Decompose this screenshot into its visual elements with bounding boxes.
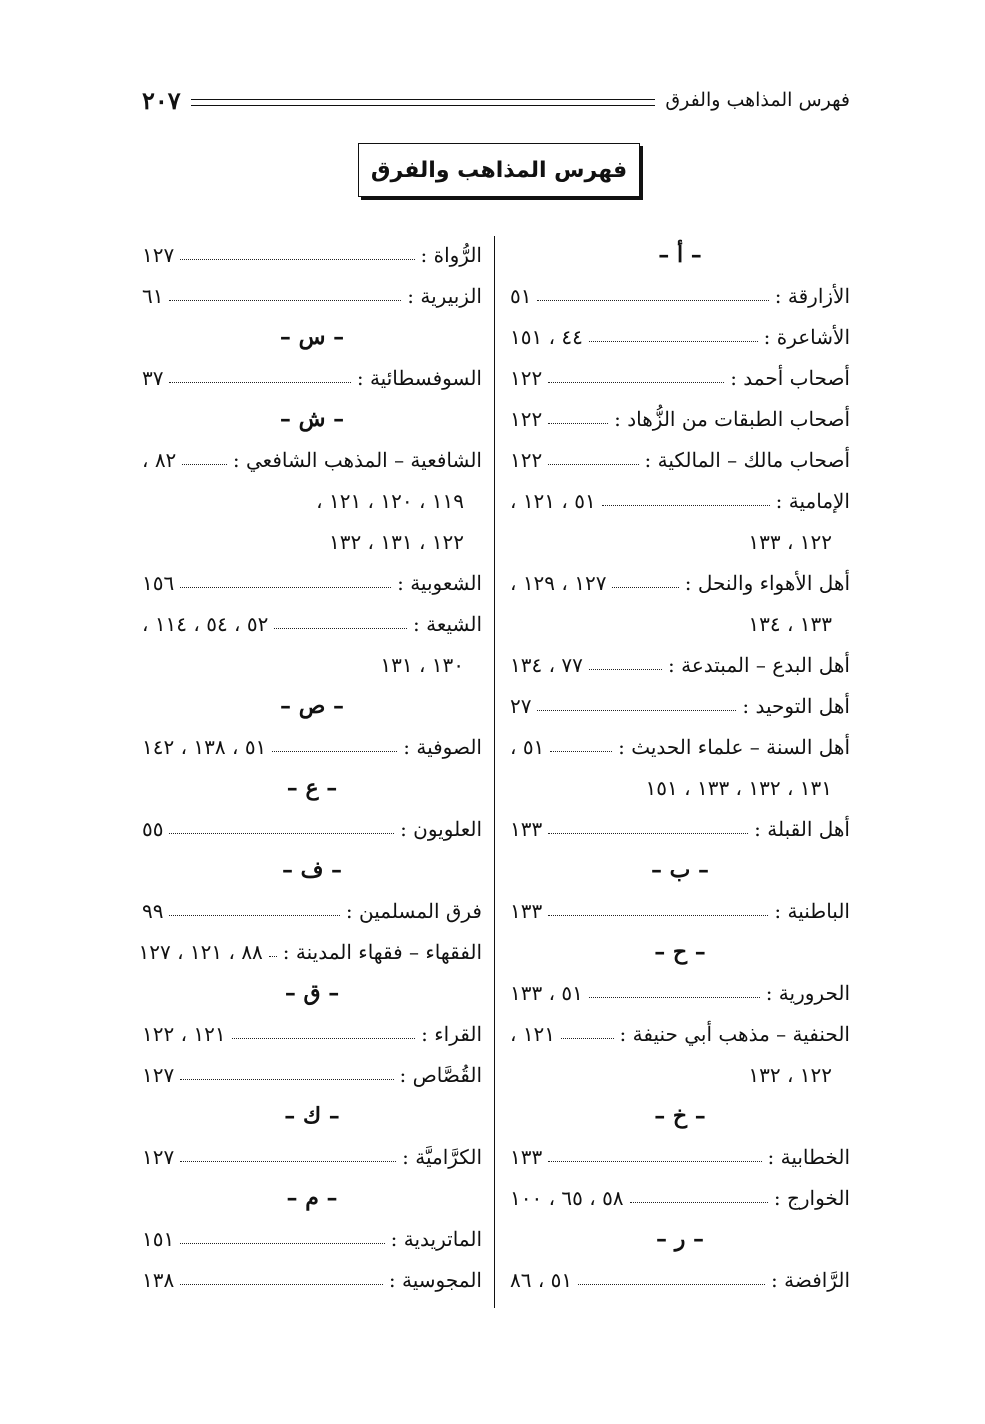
entry-continuation: ١٣١ ، ١٣٢ ، ١٣٣ ، ١٥١ (645, 775, 832, 800)
entry-term: العلويون : (400, 816, 482, 841)
entry-term: الخطابية : (767, 1144, 850, 1169)
entry-term: الرُّواة : (420, 242, 482, 267)
index-entry (510, 972, 850, 1013)
entry-continuation: ١٣٣ ، ١٣٤ (748, 611, 832, 636)
dot-leader (537, 300, 768, 301)
entry-pages: ٥١ ، (510, 734, 545, 759)
entry-continuation: ١٣٠ ، ١٣١ (380, 652, 464, 677)
entry-pages: ١٢٢ (510, 365, 543, 390)
dot-leader (602, 505, 770, 506)
index-entry (510, 316, 850, 357)
entry-term: الأشاعرة : (763, 324, 850, 349)
entry-term: أهل السنة – علماء الحديث : (618, 734, 850, 759)
entry-pages: ١٢٢ (510, 406, 543, 431)
entry-term: الحنفية – مذهب أبي حنيفة : (619, 1021, 850, 1046)
dot-leader (169, 382, 350, 383)
letter-heading: – أ – (658, 241, 702, 268)
index-title-box (358, 143, 640, 197)
index-entry (142, 1259, 482, 1300)
entry-term: أهل القبلة : (754, 816, 850, 841)
dot-leader (180, 1243, 384, 1244)
entry-term: أهل البدع – المبتدعة : (668, 652, 850, 677)
entry-pages: ١٢٧ (142, 1144, 175, 1169)
dot-leader (180, 587, 391, 588)
entry-pages: ٨٢ ، (142, 447, 177, 472)
dot-leader (180, 1284, 383, 1285)
entry-term: السوفسطائية : (356, 365, 482, 390)
dot-leader (548, 382, 724, 383)
entry-pages: ١٣٣ (510, 898, 543, 923)
entry-term: أصحاب مالك – المالكية : (644, 447, 850, 472)
entry-pages: ٨٨ ، ١٢١ ، ١٢٧ (138, 939, 263, 964)
index-entry (510, 275, 850, 316)
dot-leader (537, 710, 736, 711)
index-entry (510, 357, 850, 398)
entry-continuation: ١٢٢ ، ١٣٢ (748, 1062, 832, 1087)
letter-heading: – خ – (654, 1102, 706, 1129)
letter-heading: – ر – (656, 1225, 704, 1252)
index-entry (510, 726, 850, 767)
index-entry (510, 439, 850, 480)
entry-term: الماتريدية : (390, 1226, 482, 1251)
entry-term: الكرَّاميَّة : (402, 1144, 482, 1169)
index-entry (510, 1136, 850, 1177)
index-entry (142, 890, 482, 931)
index-entry (142, 603, 482, 644)
entry-pages: ١٥١ (142, 1226, 175, 1251)
dot-leader (548, 833, 748, 834)
entry-pages: ٦١ (142, 283, 164, 308)
index-title: فهرس المذاهب والفرق (370, 157, 628, 183)
entry-term: الأزارقة : (774, 283, 850, 308)
dot-leader (548, 915, 768, 916)
dot-leader (589, 341, 758, 342)
entry-pages: ٥١ ، ١٢١ ، (510, 488, 596, 513)
dot-leader (561, 1038, 613, 1039)
dot-leader (548, 423, 608, 424)
entry-pages: ٥٥ (142, 816, 164, 841)
dot-leader (269, 956, 277, 957)
entry-pages: ٥١ ، ١٣٨ ، ١٤٢ (142, 734, 267, 759)
entry-pages: ١٢١ ، (510, 1021, 556, 1046)
letter-heading: – ع – (286, 774, 338, 801)
entry-pages: ١٣٣ (510, 1144, 543, 1169)
index-entry (510, 890, 850, 931)
entry-pages: ٣٧ (142, 365, 164, 390)
index-entry (510, 480, 850, 521)
column-divider (494, 236, 495, 1308)
index-entry (142, 357, 482, 398)
entry-term: الحرورية : (765, 980, 850, 1005)
dot-leader (169, 300, 401, 301)
index-entry (510, 644, 850, 685)
entry-term: الفقهاء – فقهاء المدينة : (282, 939, 482, 964)
entry-pages: ١٢٢ (510, 447, 543, 472)
entry-pages: ١٢٧ ، ١٢٩ ، (510, 570, 607, 595)
letter-heading: – ح – (654, 938, 706, 965)
index-entry (510, 398, 850, 439)
entry-pages: ١٢٧ (142, 1062, 175, 1087)
dot-leader (589, 997, 760, 998)
running-title: فهرس المذاهب والفرق (665, 89, 850, 111)
dot-leader (274, 628, 407, 629)
letter-heading: – س – (279, 323, 345, 350)
page-header (142, 84, 850, 116)
entry-pages: ٧٧ ، ١٣٤ (510, 652, 583, 677)
dot-leader (232, 1038, 416, 1039)
entry-term: أهل الأهواء والنحل : (684, 570, 850, 595)
index-entry (510, 685, 850, 726)
entry-term: الصوفية : (403, 734, 482, 759)
index-entry (142, 234, 482, 275)
index-entry (510, 808, 850, 849)
index-entry (142, 562, 482, 603)
index-entry (510, 1259, 850, 1300)
index-entry (142, 808, 482, 849)
dot-leader (589, 669, 662, 670)
entry-pages: ٤٤ ، ١٥١ (510, 324, 583, 349)
entry-pages: ١٢٧ (142, 242, 175, 267)
entry-term: القراء : (421, 1021, 482, 1046)
dot-leader (612, 587, 678, 588)
dot-leader (169, 833, 394, 834)
dot-leader (180, 1079, 393, 1080)
entry-pages: ٥١ ، ٨٦ (510, 1267, 573, 1292)
dot-leader (578, 1284, 765, 1285)
entry-term: الخوارج : (773, 1185, 850, 1210)
entry-term: الرَّافضة : (771, 1267, 850, 1292)
entry-pages: ٥١ (510, 283, 532, 308)
entry-continuation: ١٢٢ ، ١٣٣ (748, 529, 832, 554)
letter-heading: – م – (286, 1184, 338, 1211)
entry-continuation: ١١٩ ، ١٢٠ ، ١٢١ ، (316, 488, 464, 513)
entry-term: أهل التوحيد : (742, 693, 850, 718)
dot-leader (182, 464, 227, 465)
entry-pages: ١٥٦ (142, 570, 175, 595)
index-entry (142, 1054, 482, 1095)
dot-leader (272, 751, 397, 752)
letter-heading: – ش – (279, 405, 345, 432)
entry-pages: ٩٩ (142, 898, 164, 923)
entry-term: الشافعية – المذهب الشافعي : (232, 447, 482, 472)
index-entry (142, 1136, 482, 1177)
entry-pages: ٥٢ ، ٥٤ ، ١١٤ ، (142, 611, 269, 636)
dot-leader (169, 915, 339, 916)
letter-heading: – ق – (284, 979, 340, 1006)
dot-leader (630, 1202, 768, 1203)
dot-leader (548, 1161, 761, 1162)
entry-term: أصحاب الطبقات من الزُّهاد : (614, 406, 850, 431)
left-column (138, 234, 482, 1300)
entry-pages: ١٢١ ، ١٢٢ (142, 1021, 226, 1046)
dot-leader (550, 751, 612, 752)
index-entry (510, 562, 850, 603)
dot-leader (548, 464, 638, 465)
entry-term: الإمامية : (775, 488, 850, 513)
page-number: ٢٠٧ (142, 85, 181, 115)
index-entry (142, 1218, 482, 1259)
entry-term: الشعوبية : (397, 570, 482, 595)
index-entry (138, 931, 482, 972)
index-entry (142, 1013, 482, 1054)
entry-pages: ٥١ ، ١٣٣ (510, 980, 583, 1005)
header-rule (191, 99, 656, 106)
index-entry (142, 275, 482, 316)
entry-term: الباطنية : (774, 898, 850, 923)
entry-term: الشيعة : (413, 611, 482, 636)
index-entry (142, 726, 482, 767)
entry-term: المجوسية : (388, 1267, 482, 1292)
letter-heading: – ص – (280, 692, 344, 719)
entry-pages: ١٣٣ (510, 816, 543, 841)
index-entry (510, 1177, 850, 1218)
index-entry (510, 1013, 850, 1054)
entry-continuation: ١٢٢ ، ١٣١ ، ١٣٢ (328, 529, 464, 554)
entry-pages: ٢٧ (510, 693, 532, 718)
entry-pages: ٥٨ ، ٦٥ ، ١٠٠ (510, 1185, 624, 1210)
entry-term: الزبيرية : (407, 283, 482, 308)
dot-leader (180, 1161, 396, 1162)
entry-term: القُصَّاص : (399, 1062, 482, 1087)
right-column (510, 234, 850, 1300)
entry-pages: ١٣٨ (142, 1267, 175, 1292)
entry-term: فرق المسلمين : (345, 898, 482, 923)
letter-heading: – ك – (284, 1102, 340, 1129)
entry-term: أصحاب أحمد : (730, 365, 850, 390)
letter-heading: – ف – (281, 856, 343, 883)
letter-heading: – ب – (650, 856, 710, 883)
index-entry (142, 439, 482, 480)
dot-leader (180, 259, 414, 260)
